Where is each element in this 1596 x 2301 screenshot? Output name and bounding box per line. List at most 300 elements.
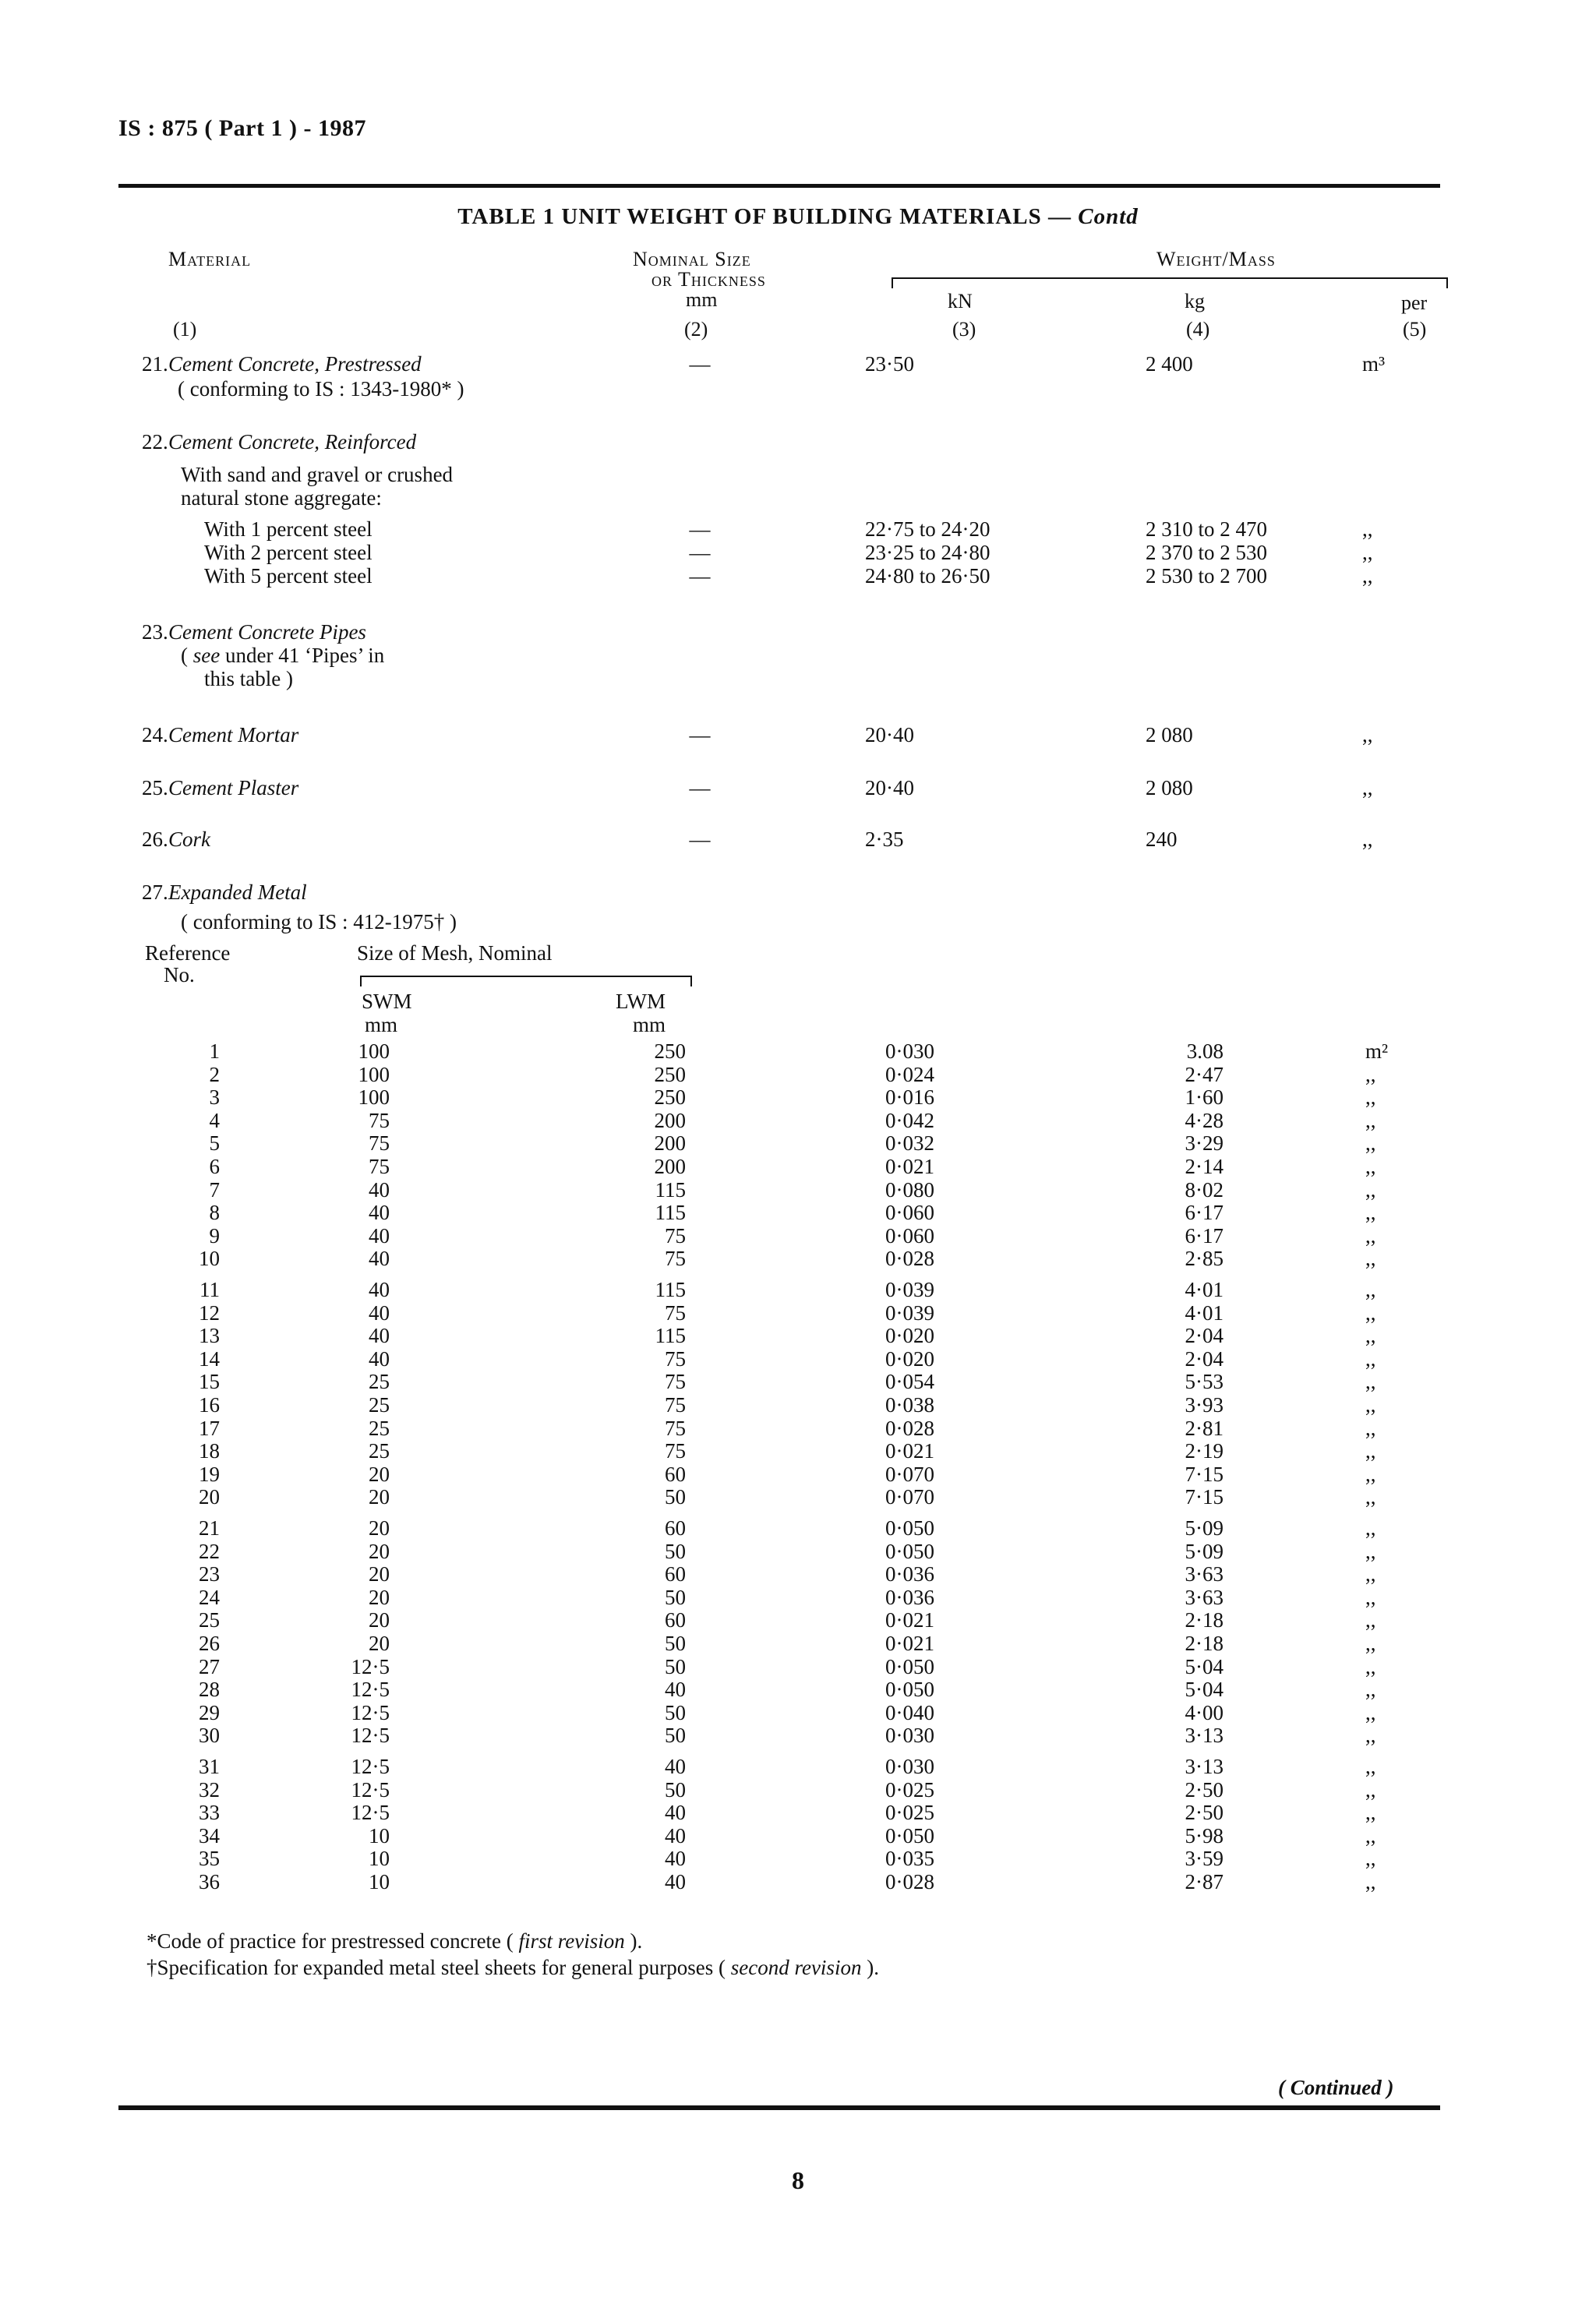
reference-no: 2 — [209, 1063, 220, 1086]
unit-per: ,, — [1365, 1224, 1376, 1248]
unit-per: ,, — [1365, 1417, 1376, 1440]
reference-no: 28 — [199, 1678, 220, 1701]
footnote-1-text: *Code of practice for prestressed concrete ( — [147, 1929, 519, 1953]
mass-kg: 3·93 — [1185, 1393, 1223, 1417]
lwm-size: 75 — [665, 1439, 686, 1463]
mesh-row — [0, 1655, 1596, 1678]
swm-size: 40 — [369, 1278, 390, 1301]
unit-per: m² — [1365, 1039, 1389, 1063]
reference-no: 33 — [199, 1801, 220, 1824]
entry-number: 25. — [142, 776, 168, 799]
lwm-size: 50 — [665, 1485, 686, 1509]
lwm-size: 50 — [665, 1540, 686, 1563]
swm-unit: mm — [365, 1013, 398, 1036]
swm-size: 20 — [369, 1632, 390, 1655]
table-row-25 — [0, 776, 1596, 801]
weight-kn: 0·050 — [885, 1655, 934, 1678]
mesh-row — [0, 1131, 1596, 1155]
mesh-row — [0, 1039, 1596, 1063]
table-row-22-1pct — [0, 517, 1596, 542]
footnote-1-end: ). — [624, 1929, 643, 1953]
lwm-size: 200 — [654, 1109, 686, 1132]
mass-kg: 7·15 — [1185, 1485, 1223, 1509]
reference-no: 13 — [199, 1324, 220, 1347]
reference-no: 16 — [199, 1393, 220, 1417]
reference-no: 18 — [199, 1439, 220, 1463]
weight-kn: 0·030 — [885, 1039, 934, 1063]
mass-kg: 2·04 — [1185, 1347, 1223, 1371]
footnote-2-text: †Specification for expanded metal steel sheets for general purposes ( — [147, 1956, 731, 1979]
lwm-size: 75 — [665, 1347, 686, 1371]
table-row-23-line1 — [0, 644, 1596, 669]
mesh-row — [0, 1632, 1596, 1655]
reference-no: 34 — [199, 1824, 220, 1848]
see-reference: under 41 ‘Pipes’ in — [220, 644, 385, 667]
entry-number: 22. — [142, 430, 168, 453]
nominal-size: — — [689, 828, 711, 851]
weight-kn: 0·050 — [885, 1540, 934, 1563]
reference-no: 21 — [199, 1516, 220, 1540]
lwm-size: 50 — [665, 1632, 686, 1655]
unit-per: ,, — [1362, 517, 1373, 541]
mass-kg: 4·01 — [1185, 1278, 1223, 1301]
entry-description: natural stone aggregate: — [181, 486, 382, 510]
weight-kn: 24·80 to 26·50 — [865, 564, 990, 588]
reference-no: 26 — [199, 1632, 220, 1655]
unit-per: ,, — [1365, 1755, 1376, 1778]
weight-kn: 0·025 — [885, 1778, 934, 1802]
swm-size: 10 — [369, 1870, 390, 1893]
mass-kg: 8·02 — [1185, 1178, 1223, 1202]
mesh-row — [0, 1562, 1596, 1586]
unit-per: ,, — [1365, 1347, 1376, 1371]
reference-no: 1 — [209, 1039, 220, 1063]
swm-size: 12·5 — [351, 1724, 390, 1747]
lwm-size: 50 — [665, 1655, 686, 1678]
unit-per: ,, — [1365, 1178, 1376, 1202]
swm-header: SWM — [362, 990, 412, 1013]
reference-no: 27 — [199, 1655, 220, 1678]
mesh-row — [0, 1178, 1596, 1202]
swm-size: 25 — [369, 1417, 390, 1440]
weight-kn: 22·75 to 24·20 — [865, 517, 990, 541]
mass-kg: 5·04 — [1185, 1655, 1223, 1678]
swm-size: 100 — [358, 1063, 390, 1086]
reference-no: 36 — [199, 1870, 220, 1893]
unit-per: ,, — [1365, 1801, 1376, 1824]
unit-per: m³ — [1362, 352, 1386, 376]
entry-number: 27. — [142, 881, 168, 904]
entry-number: 26. — [142, 828, 168, 851]
entry-description — [181, 644, 384, 668]
lwm-size: 75 — [665, 1224, 686, 1248]
weight-kn: 0·016 — [885, 1085, 934, 1109]
swm-size: 20 — [369, 1586, 390, 1609]
entry-title: Cement Mortar — [168, 723, 299, 746]
entry-number: 24. — [142, 723, 168, 746]
nominal-size: — — [689, 541, 711, 564]
lwm-size: 60 — [665, 1516, 686, 1540]
table-row-21 — [0, 352, 1596, 377]
reference-no: 17 — [199, 1417, 220, 1440]
footnote-2-end: ). — [861, 1956, 879, 1979]
reference-no: 14 — [199, 1347, 220, 1371]
table-row-22 — [0, 430, 1596, 455]
mesh-row — [0, 1516, 1596, 1540]
unit-per: ,, — [1365, 1678, 1376, 1701]
mass-kg: 3·63 — [1185, 1586, 1223, 1609]
weight-kn: 0·032 — [885, 1131, 934, 1155]
header-weight-mass: Weight/Mass — [1156, 248, 1276, 270]
mesh-row — [0, 1678, 1596, 1701]
lwm-size: 75 — [665, 1301, 686, 1325]
footnote-2 — [147, 1956, 879, 1980]
mesh-row — [0, 1347, 1596, 1371]
mass-kg: 3·29 — [1185, 1131, 1223, 1155]
weight-kn: 20·40 — [865, 723, 914, 746]
swm-size: 40 — [369, 1201, 390, 1224]
mass-kg: 3·13 — [1185, 1755, 1223, 1778]
swm-size: 20 — [369, 1463, 390, 1486]
continued-note: ( Continued ) — [1278, 2076, 1394, 2099]
weight-kn: 0·050 — [885, 1678, 934, 1701]
swm-size: 40 — [369, 1178, 390, 1202]
lwm-size: 250 — [654, 1085, 686, 1109]
weight-kn: 2·35 — [865, 828, 904, 851]
lwm-size: 40 — [665, 1755, 686, 1778]
lwm-size: 115 — [655, 1178, 686, 1202]
unit-per: ,, — [1365, 1562, 1376, 1586]
table-row-22-line2 — [0, 486, 1596, 511]
swm-size: 100 — [358, 1039, 390, 1063]
nominal-size: — — [689, 723, 711, 746]
mesh-header-2 — [0, 963, 1596, 988]
unit-per: ,, — [1365, 1632, 1376, 1655]
header-kg: kg — [1185, 290, 1205, 312]
nominal-size: — — [689, 776, 711, 799]
mass-kg: 2·18 — [1185, 1632, 1223, 1655]
mass-kg: 2·18 — [1185, 1608, 1223, 1632]
mesh-row — [0, 1724, 1596, 1747]
lwm-size: 75 — [665, 1393, 686, 1417]
mesh-row — [0, 1540, 1596, 1563]
col-3-number: (3) — [952, 318, 976, 341]
reference-no: 29 — [199, 1701, 220, 1724]
unit-per: ,, — [1365, 1201, 1376, 1224]
mass-kg: 2·04 — [1185, 1324, 1223, 1347]
entry-description: this table ) — [204, 667, 293, 690]
weight-kn: 0·021 — [885, 1632, 934, 1655]
reference-no: 23 — [199, 1562, 220, 1586]
reference-no: 20 — [199, 1485, 220, 1509]
table-row-27 — [0, 881, 1596, 905]
mass-kg: 3·63 — [1185, 1562, 1223, 1586]
unit-per: ,, — [1365, 1155, 1376, 1178]
lwm-size: 75 — [665, 1417, 686, 1440]
footnote-2-revision: second revision — [730, 1956, 862, 1979]
mass-kg: 2 530 to 2 700 — [1146, 564, 1268, 588]
table-row-22-5pct — [0, 564, 1596, 589]
sub-row-label: With 2 percent steel — [204, 541, 373, 564]
unit-per: ,, — [1365, 1278, 1376, 1301]
swm-size: 75 — [369, 1155, 390, 1178]
weight-kn: 0·021 — [885, 1608, 934, 1632]
reference-no: 6 — [209, 1155, 220, 1178]
swm-size: 10 — [369, 1824, 390, 1848]
entry-number: 23. — [142, 620, 168, 644]
lwm-size: 50 — [665, 1586, 686, 1609]
mass-kg: 240 — [1146, 828, 1178, 851]
table-row-22-2pct — [0, 541, 1596, 566]
reference-no: 32 — [199, 1778, 220, 1802]
mass-kg: 2 080 — [1146, 723, 1193, 746]
weight-kn: 0·060 — [885, 1224, 934, 1248]
header-nominal-size-unit: mm — [686, 288, 718, 311]
weight-kn: 0·028 — [885, 1870, 934, 1893]
unit-per: ,, — [1365, 1847, 1376, 1870]
weight-kn: 0·036 — [885, 1562, 934, 1586]
weight-kn: 0·050 — [885, 1516, 934, 1540]
mass-kg: 5·09 — [1185, 1540, 1223, 1563]
col-1-number: (1) — [173, 318, 197, 341]
see-word: see — [192, 644, 221, 667]
swm-size: 75 — [369, 1109, 390, 1132]
entry-description: With sand and gravel or crushed — [181, 463, 454, 486]
table-title-main: TABLE 1 UNIT WEIGHT OF BUILDING MATERIALS — — [457, 204, 1072, 229]
lwm-size: 50 — [665, 1701, 686, 1724]
col-2-number: (2) — [684, 318, 708, 341]
sub-row-label: With 1 percent steel — [204, 517, 373, 541]
mesh-row — [0, 1778, 1596, 1802]
table-row-27-sub — [0, 910, 1596, 935]
lwm-size: 40 — [665, 1824, 686, 1848]
unit-per: ,, — [1365, 1485, 1376, 1509]
col-4-number: (4) — [1186, 318, 1210, 341]
lwm-size: 60 — [665, 1562, 686, 1586]
table-row-22-line1 — [0, 463, 1596, 488]
nominal-size: — — [689, 517, 711, 541]
swm-size: 40 — [369, 1247, 390, 1270]
lwm-size: 115 — [655, 1324, 686, 1347]
lwm-size: 50 — [665, 1778, 686, 1802]
weight-kn: 0·020 — [885, 1324, 934, 1347]
mesh-row — [0, 1224, 1596, 1248]
mass-kg: 2·19 — [1185, 1439, 1223, 1463]
weight-kn: 0·035 — [885, 1847, 934, 1870]
swm-size: 12·5 — [351, 1655, 390, 1678]
unit-per: ,, — [1365, 1778, 1376, 1802]
mesh-row — [0, 1801, 1596, 1824]
weight-kn: 0·025 — [885, 1801, 934, 1824]
bottom-rule — [118, 2105, 1440, 2110]
weight-kn: 20·40 — [865, 776, 914, 799]
reference-no: 12 — [199, 1301, 220, 1325]
reference-no: 4 — [209, 1109, 220, 1132]
reference-no: 5 — [209, 1131, 220, 1155]
entry-title: Cork — [168, 828, 210, 851]
mass-kg: 3·13 — [1185, 1724, 1223, 1747]
mesh-row — [0, 1085, 1596, 1109]
unit-per: ,, — [1365, 1393, 1376, 1417]
mesh-row — [0, 1247, 1596, 1270]
mass-kg: 4·28 — [1185, 1109, 1223, 1132]
weight-kn: 0·030 — [885, 1755, 934, 1778]
footnote-1 — [147, 1929, 642, 1953]
unit-per: ,, — [1365, 1247, 1376, 1270]
unit-per: ,, — [1365, 1439, 1376, 1463]
swm-size: 75 — [369, 1131, 390, 1155]
mass-kg: 6·17 — [1185, 1224, 1223, 1248]
mass-kg: 4·01 — [1185, 1301, 1223, 1325]
mesh-row — [0, 1485, 1596, 1509]
unit-per: ,, — [1365, 1463, 1376, 1486]
weight-kn: 0·021 — [885, 1155, 934, 1178]
mesh-row — [0, 1324, 1596, 1347]
unit-per: ,, — [1362, 723, 1373, 746]
unit-per: ,, — [1365, 1724, 1376, 1747]
mesh-row — [0, 1278, 1596, 1301]
footnote-1-revision: first revision — [518, 1929, 625, 1953]
swm-size: 20 — [369, 1485, 390, 1509]
swm-size: 40 — [369, 1347, 390, 1371]
weight-kn: 0·060 — [885, 1201, 934, 1224]
mass-kg: 5·09 — [1185, 1516, 1223, 1540]
unit-per: ,, — [1365, 1301, 1376, 1325]
swm-size: 12·5 — [351, 1801, 390, 1824]
unit-per: ,, — [1365, 1824, 1376, 1848]
page-number: 8 — [792, 2166, 804, 2194]
swm-size: 100 — [358, 1085, 390, 1109]
reference-no: 8 — [209, 1201, 220, 1224]
swm-size: 20 — [369, 1562, 390, 1586]
entry-title: Cement Concrete Pipes — [168, 620, 366, 644]
mesh-row — [0, 1417, 1596, 1440]
lwm-size: 200 — [654, 1155, 686, 1178]
reference-no: 15 — [199, 1370, 220, 1393]
lwm-size: 60 — [665, 1463, 686, 1486]
lwm-size: 200 — [654, 1131, 686, 1155]
mass-kg: 2 370 to 2 530 — [1146, 541, 1268, 564]
mass-kg: 3.08 — [1186, 1039, 1223, 1063]
weight-kn: 0·039 — [885, 1278, 934, 1301]
mesh-row — [0, 1301, 1596, 1325]
weight-kn: 0·054 — [885, 1370, 934, 1393]
unit-per: ,, — [1365, 1655, 1376, 1678]
unit-per: ,, — [1365, 1516, 1376, 1540]
mesh-header-3 — [0, 990, 1596, 1015]
weight-kn: 0·036 — [885, 1586, 934, 1609]
weight-kn: 0·030 — [885, 1724, 934, 1747]
mass-kg: 2 310 to 2 470 — [1146, 517, 1268, 541]
mass-kg: 5·98 — [1185, 1824, 1223, 1848]
weight-kn: 0·024 — [885, 1063, 934, 1086]
reference-no: 22 — [199, 1540, 220, 1563]
unit-per: ,, — [1365, 1063, 1376, 1086]
swm-size: 12·5 — [351, 1778, 390, 1802]
weight-kn: 0·020 — [885, 1347, 934, 1371]
unit-per: ,, — [1365, 1870, 1376, 1893]
swm-size: 12·5 — [351, 1755, 390, 1778]
reference-no: 31 — [199, 1755, 220, 1778]
weight-kn: 0·070 — [885, 1485, 934, 1509]
mass-kg: 1·60 — [1185, 1085, 1223, 1109]
lwm-size: 250 — [654, 1063, 686, 1086]
mass-kg: 5·53 — [1185, 1370, 1223, 1393]
mesh-row — [0, 1701, 1596, 1724]
reference-header: Reference — [145, 941, 231, 965]
mesh-size-brace — [360, 976, 692, 977]
mass-kg: 4·00 — [1185, 1701, 1223, 1724]
reference-no: 9 — [209, 1224, 220, 1248]
mesh-row — [0, 1439, 1596, 1463]
weight-kn: 0·021 — [885, 1439, 934, 1463]
unit-per: ,, — [1362, 564, 1373, 588]
swm-size: 25 — [369, 1393, 390, 1417]
lwm-size: 40 — [665, 1847, 686, 1870]
running-head: IS : 875 ( Part 1 ) - 1987 — [118, 115, 366, 141]
mesh-row — [0, 1824, 1596, 1848]
reference-no: 19 — [199, 1463, 220, 1486]
sub-row-label: With 5 percent steel — [204, 564, 373, 588]
mass-kg: 7·15 — [1185, 1463, 1223, 1486]
mesh-row — [0, 1393, 1596, 1417]
mesh-row — [0, 1847, 1596, 1870]
mass-kg: 2·85 — [1185, 1247, 1223, 1270]
reference-no: 25 — [199, 1608, 220, 1632]
lwm-size: 75 — [665, 1370, 686, 1393]
weight-kn: 0·038 — [885, 1393, 934, 1417]
lwm-size: 40 — [665, 1801, 686, 1824]
swm-size: 20 — [369, 1540, 390, 1563]
mesh-row — [0, 1370, 1596, 1393]
col-5-number: (5) — [1403, 318, 1427, 341]
mesh-row — [0, 1870, 1596, 1893]
lwm-size: 50 — [665, 1724, 686, 1747]
unit-per: ,, — [1362, 541, 1373, 564]
unit-per: ,, — [1365, 1540, 1376, 1563]
table-title — [0, 204, 1596, 230]
lwm-size: 115 — [655, 1278, 686, 1301]
reference-no: 30 — [199, 1724, 220, 1747]
entry-subtitle: ( conforming to IS : 1343-1980* ) — [178, 377, 464, 401]
mass-kg: 2 400 — [1146, 352, 1193, 376]
weight-kn: 0·080 — [885, 1178, 934, 1202]
top-rule — [118, 184, 1440, 188]
table-row-24 — [0, 723, 1596, 748]
header-nominal-size-2: or Thickness — [651, 268, 766, 291]
swm-size: 40 — [369, 1324, 390, 1347]
lwm-unit: mm — [633, 1013, 666, 1036]
entry-subtitle: ( conforming to IS : 412-1975† ) — [181, 910, 457, 933]
unit-per: ,, — [1365, 1701, 1376, 1724]
mesh-row — [0, 1063, 1596, 1086]
reference-no: 11 — [200, 1278, 220, 1301]
reference-no-header: No. — [164, 963, 195, 986]
entry-title: Cement Plaster — [168, 776, 299, 799]
mesh-row — [0, 1608, 1596, 1632]
mesh-row — [0, 1463, 1596, 1486]
unit-per: ,, — [1362, 828, 1373, 851]
mesh-row — [0, 1755, 1596, 1778]
weight-kn: 23·25 to 24·80 — [865, 541, 990, 564]
mass-kg: 5·04 — [1185, 1678, 1223, 1701]
unit-per: ,, — [1365, 1608, 1376, 1632]
entry-title: Expanded Metal — [168, 881, 307, 904]
header-per: per — [1401, 291, 1428, 314]
lwm-size: 75 — [665, 1247, 686, 1270]
mass-kg: 2·50 — [1185, 1778, 1223, 1802]
nominal-size: — — [689, 564, 711, 588]
